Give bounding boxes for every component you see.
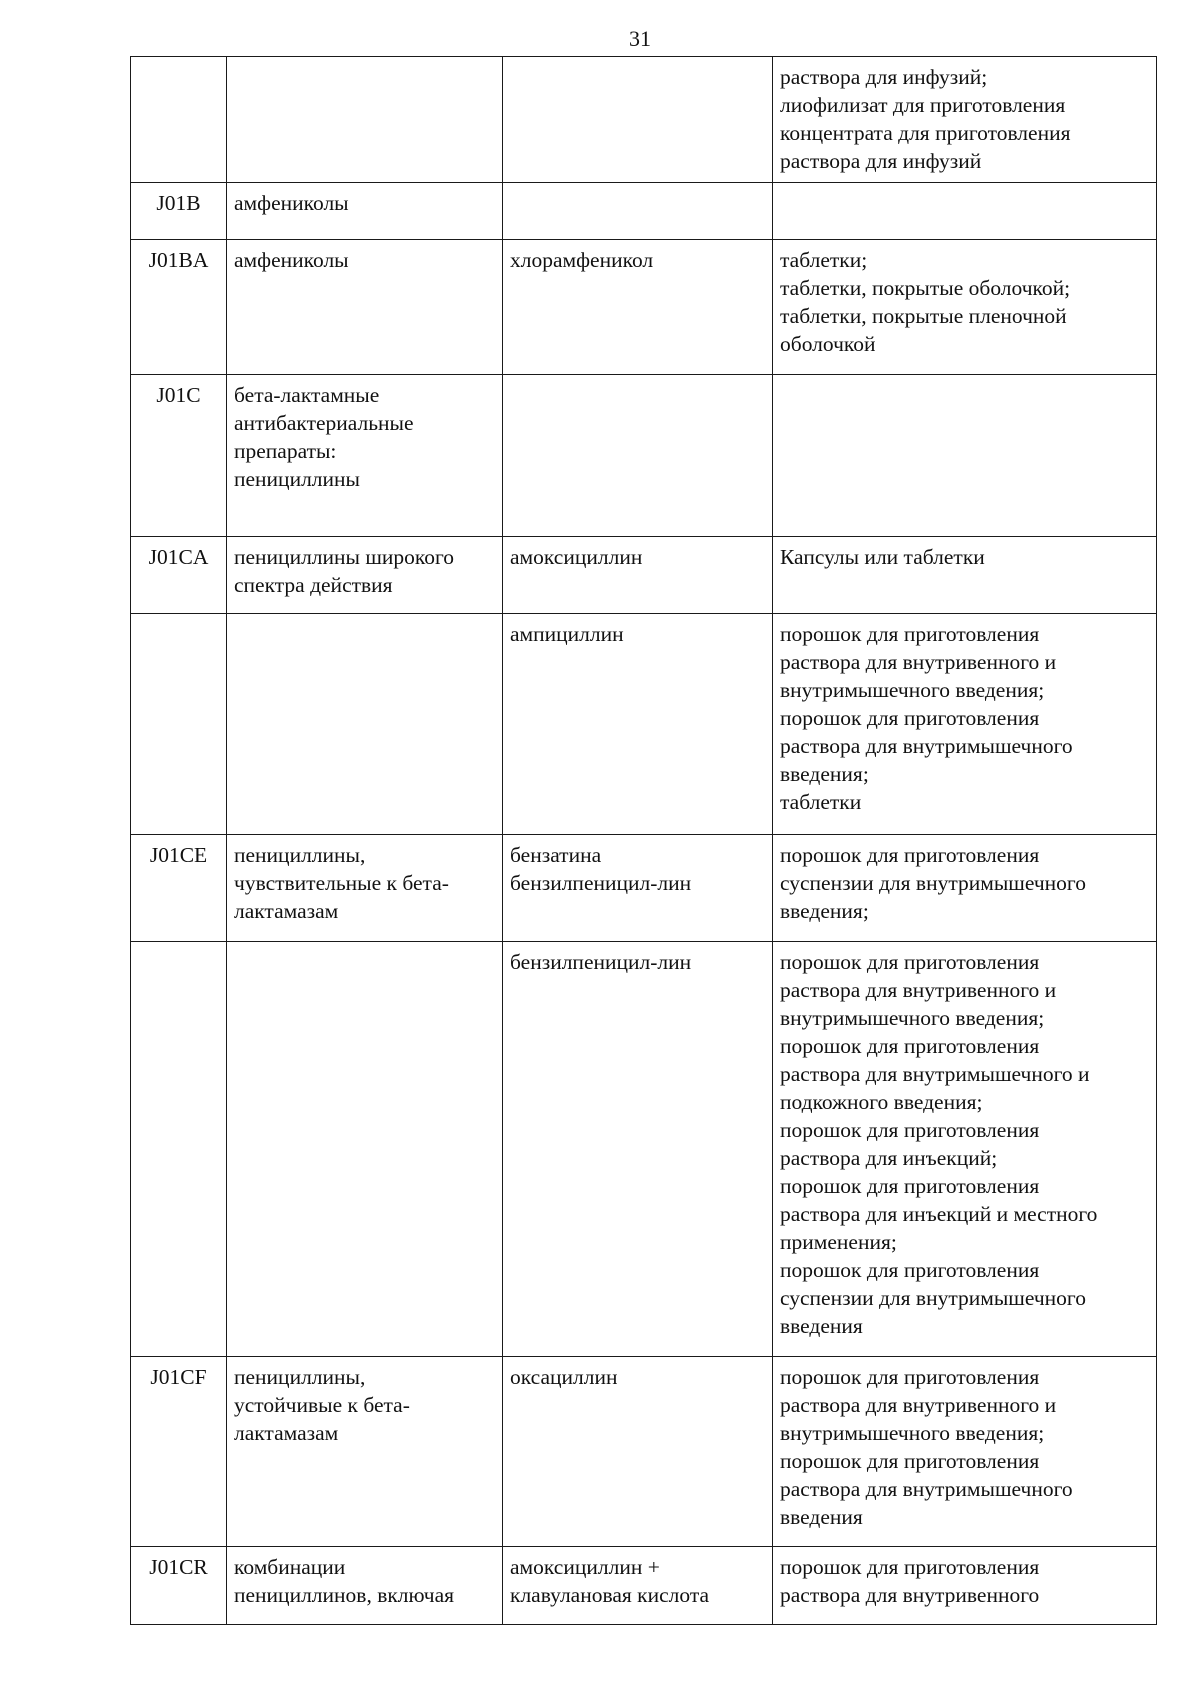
group-cell: бета-лактамные антибактериальные препараты: пенициллины <box>227 375 503 537</box>
dosage-forms-cell <box>773 183 1157 240</box>
group-cell: пенициллины широкого спектра действия <box>227 537 503 614</box>
substance-cell: оксациллин <box>503 1357 773 1547</box>
atc-code-cell: J01CA <box>131 537 227 614</box>
group-cell: комбинации пенициллинов, включая <box>227 1547 503 1625</box>
dosage-forms-cell: порошок для приготовления раствора для внутривенного и внутримышечного введения; порошок для приготовления раствора для внутримышечного введения <box>773 1357 1157 1547</box>
atc-code-cell: J01C <box>131 375 227 537</box>
drug-table <box>130 56 1157 1625</box>
substance-cell: амоксициллин + клавулановая кислота <box>503 1547 773 1625</box>
atc-code-cell <box>131 942 227 1357</box>
substance-cell <box>503 183 773 240</box>
dosage-forms-cell <box>773 375 1157 537</box>
dosage-forms-cell: порошок для приготовления раствора для внутривенного <box>773 1547 1157 1625</box>
table-row <box>131 375 1157 537</box>
group-cell <box>227 57 503 183</box>
group-cell: амфениколы <box>227 183 503 240</box>
atc-code-cell: J01CF <box>131 1357 227 1547</box>
substance-cell: бензилпеницил-лин <box>503 942 773 1357</box>
table-row <box>131 240 1157 375</box>
table-row <box>131 835 1157 942</box>
group-cell <box>227 942 503 1357</box>
group-cell: пенициллины, чувствительные к бета- лактамазам <box>227 835 503 942</box>
table-row <box>131 942 1157 1357</box>
table-row <box>131 1357 1157 1547</box>
dosage-forms-cell: раствора для инфузий; лиофилизат для приготовления концентрата для приготовления раствора для инфузий <box>773 57 1157 183</box>
atc-code-cell: J01B <box>131 183 227 240</box>
substance-cell <box>503 375 773 537</box>
group-cell <box>227 614 503 835</box>
atc-code-cell <box>131 57 227 183</box>
dosage-forms-cell: таблетки; таблетки, покрытые оболочкой; таблетки, покрытые пленочной оболочкой <box>773 240 1157 375</box>
dosage-forms-cell: порошок для приготовления суспензии для внутримышечного введения; <box>773 835 1157 942</box>
dosage-forms-cell: Капсулы или таблетки <box>773 537 1157 614</box>
substance-cell: амоксициллин <box>503 537 773 614</box>
atc-code-cell <box>131 614 227 835</box>
atc-code-cell: J01CE <box>131 835 227 942</box>
table-row <box>131 537 1157 614</box>
atc-code-cell: J01BA <box>131 240 227 375</box>
table-row <box>131 614 1157 835</box>
atc-code-cell: J01CR <box>131 1547 227 1625</box>
dosage-forms-cell: порошок для приготовления раствора для внутривенного и внутримышечного введения; порошок для приготовления раствора для внутримышечного введения; таблетки <box>773 614 1157 835</box>
table-row <box>131 1547 1157 1625</box>
substance-cell <box>503 57 773 183</box>
page-number: 31 <box>629 26 651 51</box>
dosage-forms-cell: порошок для приготовления раствора для внутривенного и внутримышечного введения; порошок для приготовления раствора для внутримышечного и подкожного введения; порошок для приготовления раствора для инъекций; порошок для приготовления раствора для инъекций и местного применения; порошок для приготовления суспензии для внутримышечного введения <box>773 942 1157 1357</box>
table-row <box>131 57 1157 183</box>
substance-cell: бензатина бензилпеницил-лин <box>503 835 773 942</box>
substance-cell: хлорамфеникол <box>503 240 773 375</box>
substance-cell: ампициллин <box>503 614 773 835</box>
group-cell: амфениколы <box>227 240 503 375</box>
table-row <box>131 183 1157 240</box>
group-cell: пенициллины, устойчивые к бета- лактамазам <box>227 1357 503 1547</box>
